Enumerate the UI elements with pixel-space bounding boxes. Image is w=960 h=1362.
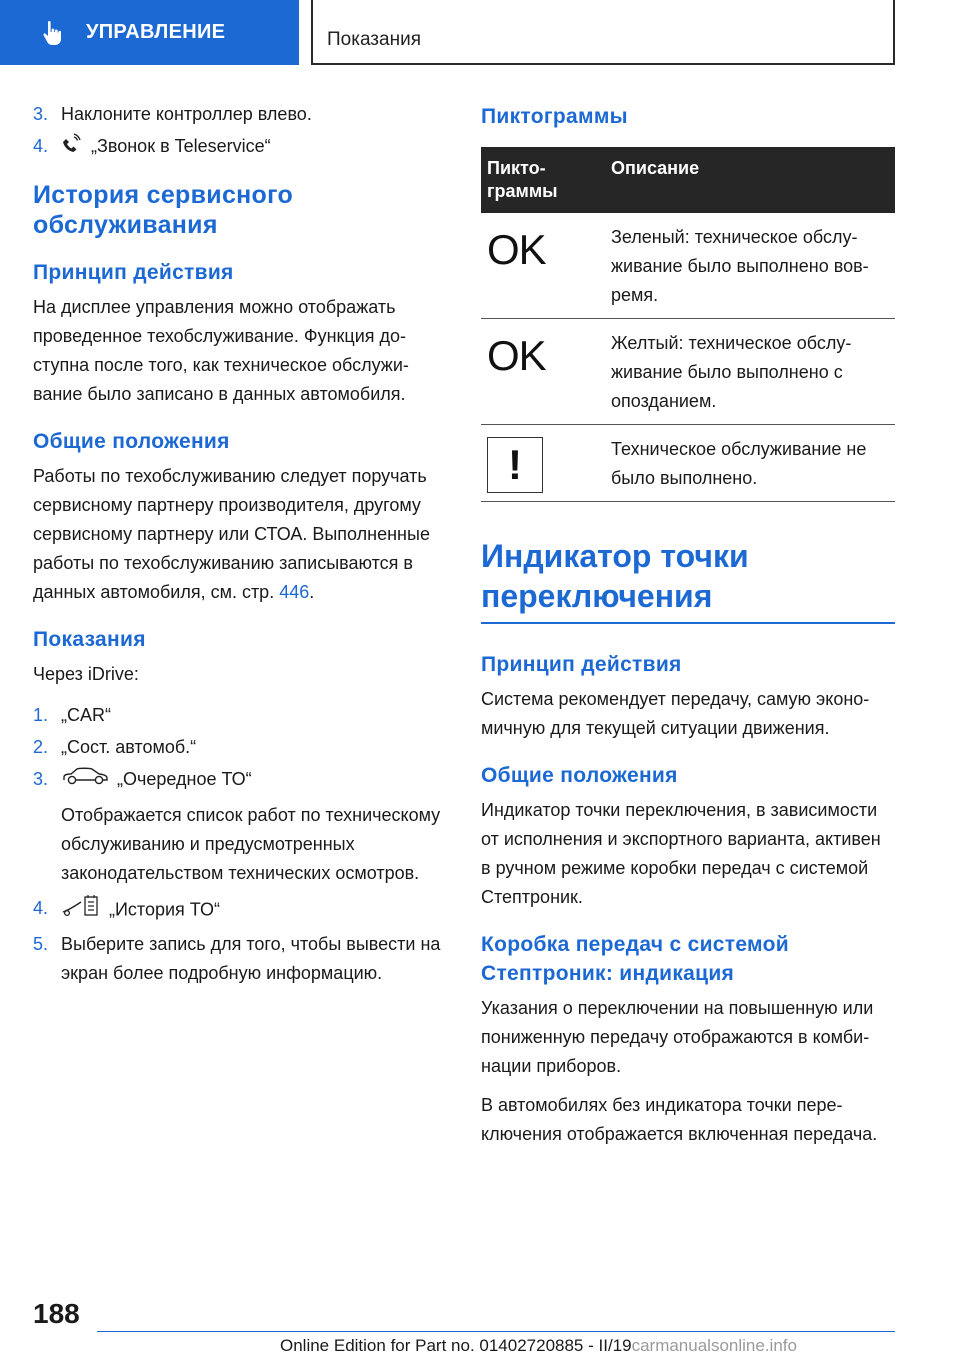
heading-pictograms: Пиктограммы	[481, 105, 628, 128]
heading-general: Общие положения	[33, 429, 230, 453]
step-text: „CAR“	[61, 704, 111, 725]
heading-service-history: История сервисного обслуживания	[33, 180, 294, 239]
pictogram-table	[481, 147, 895, 502]
exclamation-mark: !	[508, 441, 522, 488]
paragraph-steptronic-1: Указания о переключении на повышенную или пониженную передачу отображаются в комбинации приборов.	[481, 998, 874, 1076]
table-header-description: Описание	[603, 147, 895, 213]
hand-pointer-icon	[42, 20, 64, 46]
paragraph-principle: Система рекомендует передачу, самую экономичную для текущей ситуации движения.	[481, 689, 870, 738]
step-item	[33, 733, 449, 762]
footer-divider	[97, 1331, 895, 1332]
heading-principle: Принцип действия	[481, 653, 682, 676]
heading-shift-indicator: Индикатор точки переключения	[481, 536, 895, 624]
step-item	[33, 894, 449, 927]
paragraph-display: Через iDrive:	[33, 663, 139, 684]
step-number: 4.	[33, 136, 49, 156]
phone-signal-icon	[61, 133, 83, 162]
step-text: „Звонок в Teleservice“	[91, 136, 271, 156]
step-text: Выберите запись для того, чтобы вывести на экран более подробную информацию.	[61, 933, 441, 983]
pictogram-cell	[481, 213, 603, 319]
table-row	[481, 319, 895, 425]
section-title: УПРАВЛЕНИЕ	[86, 21, 226, 43]
section-tab[interactable]	[0, 0, 299, 65]
watermark: carmanualsonline.info	[631, 1336, 797, 1355]
paragraph-general: Индикатор точки переключения, в зависимости от исполнения и экспортного варианта, активен в ручном режиме коробки передач с системой Стептроник.	[481, 800, 881, 907]
paragraph-principle: На дисплее управления можно отображать проведенное техобслуживание. Функция доступна после того, как техническое обслуживание было записано в данных автомобиля.	[33, 296, 409, 404]
step-number: 1.	[33, 704, 49, 725]
description-cell: Зеленый: техническое обслуживание было выполнено вовремя.	[603, 213, 895, 319]
heading-general: Общие положения	[481, 764, 678, 787]
page-number: 188	[33, 1298, 80, 1329]
chapter-tab[interactable]	[311, 0, 895, 65]
table-header-row	[481, 147, 895, 213]
table-header-pictograms: Пиктограммы	[481, 147, 603, 213]
step-item	[33, 132, 449, 162]
paragraph-general	[33, 462, 449, 607]
step-text: „Сост. автомоб.“	[61, 736, 197, 757]
exclamation-icon	[487, 437, 543, 493]
car-outline-icon	[61, 766, 109, 795]
step-text: Наклоните контроллер влево.	[61, 104, 312, 124]
paragraph-steptronic-2: В автомобилях без индикатора точки переключения отображается включенная передача.	[481, 1095, 878, 1144]
description-cell: Техническое обслуживание не было выполнено.	[603, 425, 895, 502]
step-number: 3.	[33, 768, 49, 789]
step-number: 2.	[33, 736, 49, 757]
page-link-446[interactable]: 446	[279, 581, 310, 602]
heading-steptronic: Коробка передач с системой Стептроник: индикация	[481, 933, 789, 985]
step-item	[33, 930, 449, 988]
edition-text: Online Edition for Part no. 01402720885 - II/19	[280, 1336, 632, 1355]
table-row	[481, 425, 895, 502]
pictogram-cell	[481, 319, 603, 425]
step-number: 5.	[33, 933, 49, 954]
paragraph-general-text: Работы по техобслуживанию следует поручать сервисному партнеру производителя, другому сервисному партнеру или СТОА. Выполненные работы по техобслуживанию записываются в данных автомобиля, см. стр.	[33, 465, 430, 602]
chapter-title: Показания	[327, 28, 421, 50]
paragraph-general-end: .	[309, 581, 315, 602]
table-row	[481, 213, 895, 319]
ok-yellow-icon: OK	[487, 332, 546, 379]
step-text: „История ТО“	[109, 898, 220, 919]
step-number: 3.	[33, 104, 49, 124]
heading-principle: Принцип действия	[33, 260, 234, 284]
car-service-history-icon	[61, 894, 101, 927]
step-item	[33, 765, 449, 888]
step-number: 4.	[33, 897, 49, 918]
ok-green-icon: OK	[487, 226, 546, 273]
pictogram-cell	[481, 425, 603, 502]
left-column	[33, 100, 449, 991]
step-item	[33, 701, 449, 730]
step-text: „Очередное ТО“	[117, 768, 252, 789]
heading-display: Показания	[33, 627, 146, 651]
footer-edition	[280, 1336, 797, 1356]
step-description: Отображается список работ по техническому обслуживанию и предусмотренных законодательством технических осмотров.	[61, 804, 441, 883]
description-cell: Желтый: техническое обслуживание было выполнено с опозданием.	[603, 319, 895, 425]
step-item	[33, 100, 449, 129]
right-column	[481, 100, 895, 1149]
